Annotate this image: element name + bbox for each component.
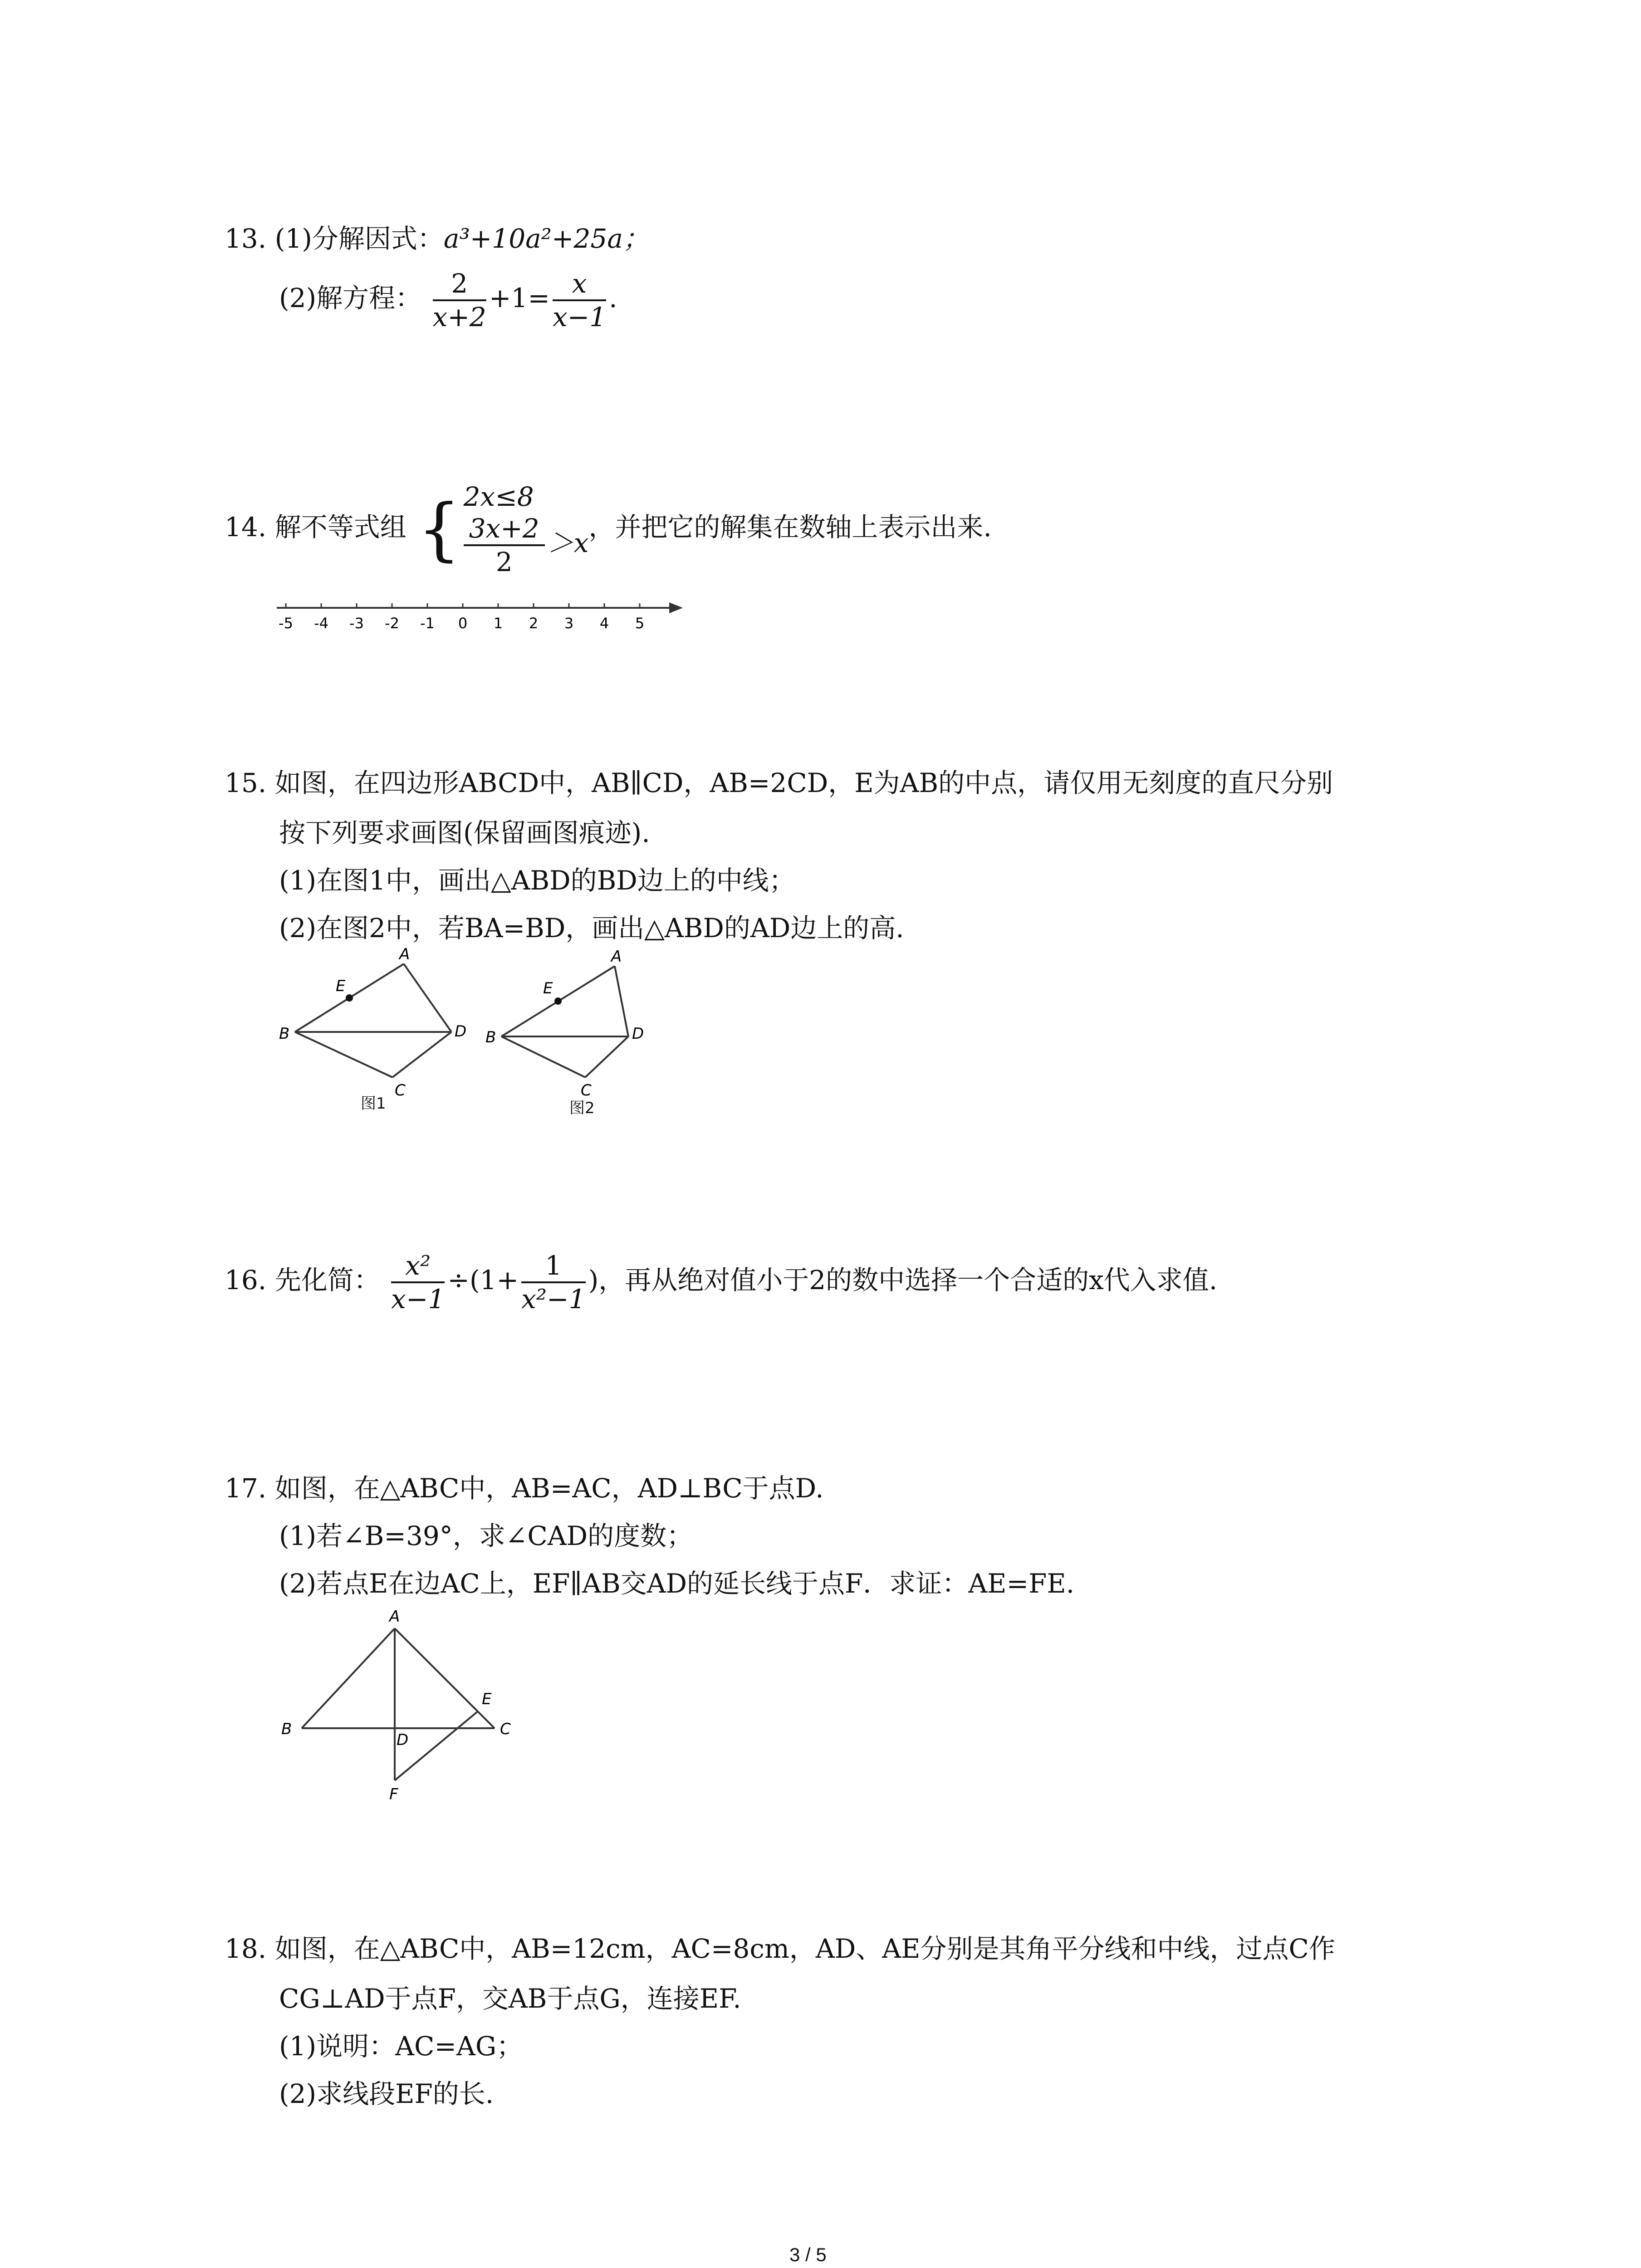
q17-label-c: C bbox=[500, 1720, 511, 1738]
axis-tick-label: -2 bbox=[385, 615, 399, 632]
q15-line3 bbox=[279, 864, 795, 897]
q18-text4: (2)求线段EF的长. bbox=[279, 2078, 494, 2109]
q13-number: 13. bbox=[225, 223, 267, 254]
q15-number: 15. bbox=[225, 767, 267, 798]
q14-ineq2-frac bbox=[464, 513, 545, 578]
q15-line4 bbox=[279, 912, 904, 944]
q17-text1: 如图，在△ABC中，AB=AC，AD⊥BC于点D. bbox=[274, 1473, 824, 1504]
q15-text3: (1)在图1中，画出△ABD的BD边上的中线； bbox=[279, 865, 795, 896]
q14-ineq2-rest: ＞x bbox=[547, 528, 589, 559]
page-number: 3 / 5 bbox=[789, 2244, 827, 2265]
q13-frac2-den: x−1 bbox=[552, 302, 607, 332]
q15-text4: (2)在图2中，若BA=BD，画出△ABD的AD边上的高. bbox=[279, 913, 904, 943]
q16-frac2-num: 1 bbox=[521, 1250, 585, 1283]
q15-text2: 按下列要求画图(保留画图痕迹). bbox=[279, 817, 650, 848]
fig2-label-d: D bbox=[632, 1025, 644, 1043]
fig1-label-b: B bbox=[279, 1025, 290, 1043]
fig2-label-e: E bbox=[543, 979, 553, 997]
q14-text-before: 解不等式组 bbox=[274, 512, 407, 543]
axis-tick-label: 4 bbox=[599, 615, 609, 632]
q16-number: 16. bbox=[225, 1265, 267, 1296]
q18-line4 bbox=[279, 2077, 494, 2110]
fig2-label-c: C bbox=[581, 1081, 592, 1100]
fig1-label-c: C bbox=[395, 1081, 406, 1100]
q15-fig1-caption: 图1 bbox=[361, 1095, 386, 1113]
q16-line bbox=[225, 1250, 1217, 1315]
q16-frac1-num: x² bbox=[391, 1250, 445, 1283]
q15-text1: 如图，在四边形ABCD中，AB∥CD，AB=2CD，E为AB的中点，请仅用无刻度的直尺分别 bbox=[274, 767, 1333, 798]
q17-label-b: B bbox=[281, 1720, 292, 1738]
q18-number: 18. bbox=[225, 1933, 267, 1964]
q17-label-f: F bbox=[389, 1785, 398, 1804]
q14-text-after: ，并把它的解集在数轴上表示出来. bbox=[588, 512, 992, 543]
q17-label-d: D bbox=[397, 1731, 409, 1749]
q17-line1 bbox=[225, 1472, 824, 1505]
fig1-label-e: E bbox=[336, 977, 346, 995]
q14-number-line bbox=[277, 590, 685, 644]
q16-label: 先化简： bbox=[274, 1265, 380, 1296]
fig1-label-a: A bbox=[399, 945, 410, 963]
q15-figure-1 bbox=[272, 945, 499, 1102]
q18-line2 bbox=[279, 1982, 741, 2015]
q18-line1 bbox=[225, 1932, 1335, 1965]
q15-line2 bbox=[279, 816, 650, 849]
q17-number: 17. bbox=[225, 1473, 267, 1504]
q16-frac1-den: x−1 bbox=[391, 1284, 445, 1315]
q17-line3 bbox=[279, 1567, 1074, 1600]
axis-tick-label: 2 bbox=[529, 615, 539, 632]
q14-number: 14. bbox=[225, 512, 267, 543]
point-e-dot bbox=[554, 997, 562, 1005]
q16-op: ÷(1+ bbox=[447, 1265, 519, 1296]
fig1-label-d: D bbox=[455, 1022, 467, 1041]
q14-system bbox=[464, 481, 589, 578]
number-line-arrow bbox=[669, 602, 683, 613]
q13-frac2-num: x bbox=[553, 268, 606, 301]
q17-label-e: E bbox=[482, 1690, 492, 1708]
q15-figure-2 bbox=[483, 948, 692, 1102]
q17-line2 bbox=[279, 1520, 693, 1552]
q16-frac2-den: x²−1 bbox=[521, 1284, 586, 1315]
q14-ineq1: 2x≤8 bbox=[463, 481, 534, 512]
q16-text-after: )，再从绝对值小于2的数中选择一个合适的x代入求值. bbox=[588, 1265, 1218, 1296]
q13-frac1-den: x+2 bbox=[432, 302, 486, 332]
q18-line3 bbox=[279, 2030, 523, 2063]
q14-line bbox=[225, 481, 992, 578]
axis-tick-label: 5 bbox=[635, 615, 645, 632]
axis-tick-label: 3 bbox=[564, 615, 574, 632]
q17-text2: (1)若∠B=39°，求∠CAD的度数； bbox=[279, 1520, 693, 1551]
q13-part1-label: (1)分解因式： bbox=[274, 223, 444, 254]
axis-tick-label: 0 bbox=[458, 615, 468, 632]
q13-mid: +1= bbox=[489, 283, 550, 314]
q15-line1 bbox=[225, 767, 1333, 799]
q14-ineq2-den: 2 bbox=[495, 547, 513, 577]
q13-line2 bbox=[279, 268, 617, 333]
q13-line1 bbox=[225, 222, 649, 255]
axis-tick-label: -1 bbox=[420, 615, 435, 632]
q17-label-a: A bbox=[389, 1608, 400, 1626]
q13-fraction-1 bbox=[433, 268, 486, 333]
q14-brace: { bbox=[417, 490, 461, 569]
q13-end: . bbox=[609, 283, 617, 314]
q17-text3: (2)若点E在边AC上，EF∥AB交AD的延长线于点F．求证：AE=FE. bbox=[279, 1568, 1075, 1599]
q18-text1: 如图，在△ABC中，AB=12cm，AC=8cm，AD、AE分别是其角平分线和中线，过点C作 bbox=[274, 1933, 1335, 1964]
q17-figure bbox=[272, 1608, 526, 1803]
point-e-dot bbox=[346, 994, 353, 1002]
q18-text3: (1)说明：AC=AG； bbox=[279, 2031, 523, 2062]
q13-part1-expr: a³+10a²+25a； bbox=[443, 223, 649, 254]
fig2-label-b: B bbox=[485, 1028, 496, 1046]
q13-frac1-num: 2 bbox=[433, 268, 486, 301]
axis-tick-label: 1 bbox=[493, 615, 503, 632]
q16-fraction-1 bbox=[391, 1250, 445, 1315]
q13-part2-label: (2)解方程： bbox=[279, 283, 422, 314]
q15-fig2-caption: 图2 bbox=[569, 1099, 595, 1117]
axis-tick-label: -4 bbox=[314, 615, 328, 632]
axis-tick-label: -3 bbox=[349, 615, 364, 632]
axis-tick-label: -5 bbox=[279, 615, 293, 632]
q18-text2: CG⊥AD于点F，交AB于点G，连接EF. bbox=[279, 1983, 741, 2014]
fig2-label-a: A bbox=[611, 948, 622, 966]
q16-fraction-2 bbox=[521, 1250, 585, 1315]
q13-fraction-2 bbox=[553, 268, 606, 333]
q14-ineq2-num: 3x+2 bbox=[464, 513, 545, 546]
